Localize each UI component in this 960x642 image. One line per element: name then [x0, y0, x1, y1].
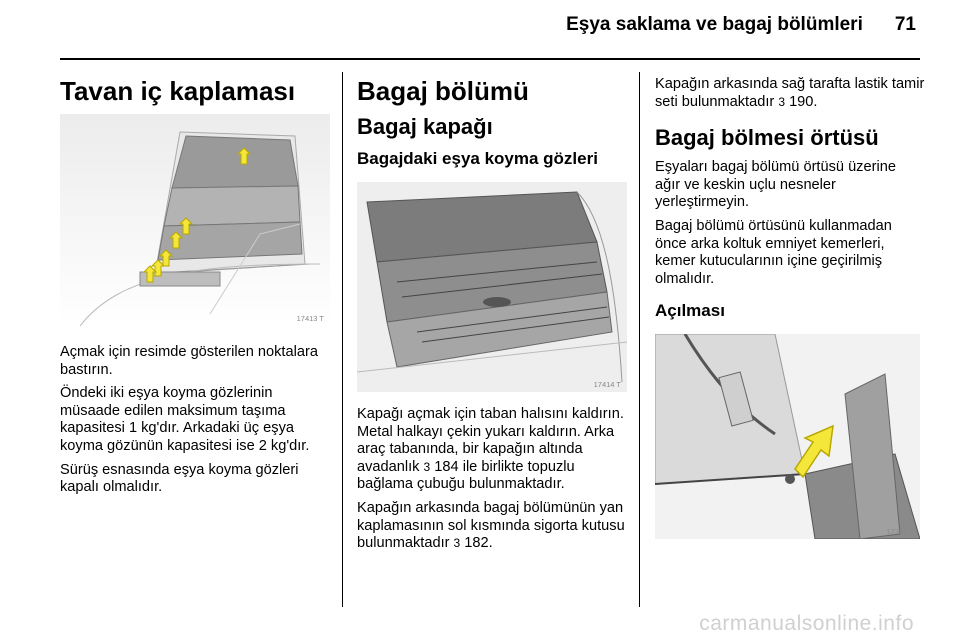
trunk-compartment-illustration [357, 182, 627, 392]
section-title: Eşya saklama ve bagaj bölümleri [566, 14, 863, 35]
heading-tavan: Tavan iç kaplaması [60, 76, 296, 106]
paragraph: Eşyaları bagaj bölümü örtüsü üzerine ağır ve keskin uçlu nesneler yerleştirmeyin. [655, 159, 896, 211]
paragraph: Açmak için resimde gösterilen noktalara bastırın. [60, 344, 318, 378]
cover-opening-illustration [655, 334, 920, 539]
paragraph: Sürüş esnasında eşya koyma gözleri kapalı olmalıdır. [60, 461, 299, 496]
figure-roof-lining [60, 114, 330, 326]
header-rule [60, 58, 920, 60]
paragraph: Kapağı açmak için taban halısını kaldırın. Metal halkayı çekin yukarı kaldırın. Arka araç tabanında, bir kapağın altında avadanlık 3 184 ile birlikte topuzlu bağlama çubuğu bulunmaktadır. [357, 406, 624, 493]
heading-bagaj-kapagi: Bagaj kapağı [357, 114, 493, 139]
heading-bagaj-bolumu: Bagaj bölümü [357, 76, 529, 106]
figure-code: 17414 T [593, 380, 621, 389]
page-header [566, 14, 916, 36]
page-reference-icon: 3 [778, 94, 785, 109]
roof-lining-illustration [60, 114, 330, 326]
figure-trunk-compartment [357, 182, 627, 392]
heading-acilmasi: Açılması [655, 301, 725, 321]
watermark: carmanualsonline.info [699, 612, 914, 635]
page-number: 71 [894, 14, 916, 35]
figure-code: 17390 T [886, 527, 914, 537]
paragraph: Kapağın arkasında sağ tarafta lastik tamir seti bulunmaktadır 3 190. [655, 76, 925, 110]
figure-code: 17413 T [296, 314, 324, 323]
paragraph: Öndeki iki eşya koyma gözlerinin müsaade edilen maksimum taşıma kapasitesi 1 kg'dır. Arkadaki üç eşya koyma gözünün kapasitesi ise 2 kg'dır. [60, 385, 310, 454]
column-3 [655, 70, 925, 539]
column-divider-1 [342, 72, 343, 607]
page-reference-icon: 3 [423, 459, 431, 474]
heading-esya-koyma-gozleri: Bagajdaki eşya koyma gözleri [357, 149, 598, 168]
page-reference-icon: 3 [453, 536, 461, 551]
heading-bagaj-bolmesi-ortusu: Bagaj bölmesi örtüsü [655, 125, 879, 151]
column-2 [357, 70, 632, 559]
column-divider-2 [639, 72, 640, 607]
paragraph: Kapağın arkasında bagaj bölümünün yan kaplamasının sol kısmında sigorta kutusu bulunmaktadır 3 182. [357, 499, 625, 552]
column-1 [60, 70, 330, 503]
figure-cover-opening [655, 334, 920, 539]
paragraph: Bagaj bölümü örtüsünü kullanmadan önce arka koltuk emniyet kemerleri, kemer kutucularının içine geçirilmiş olmalıdır. [655, 217, 892, 287]
